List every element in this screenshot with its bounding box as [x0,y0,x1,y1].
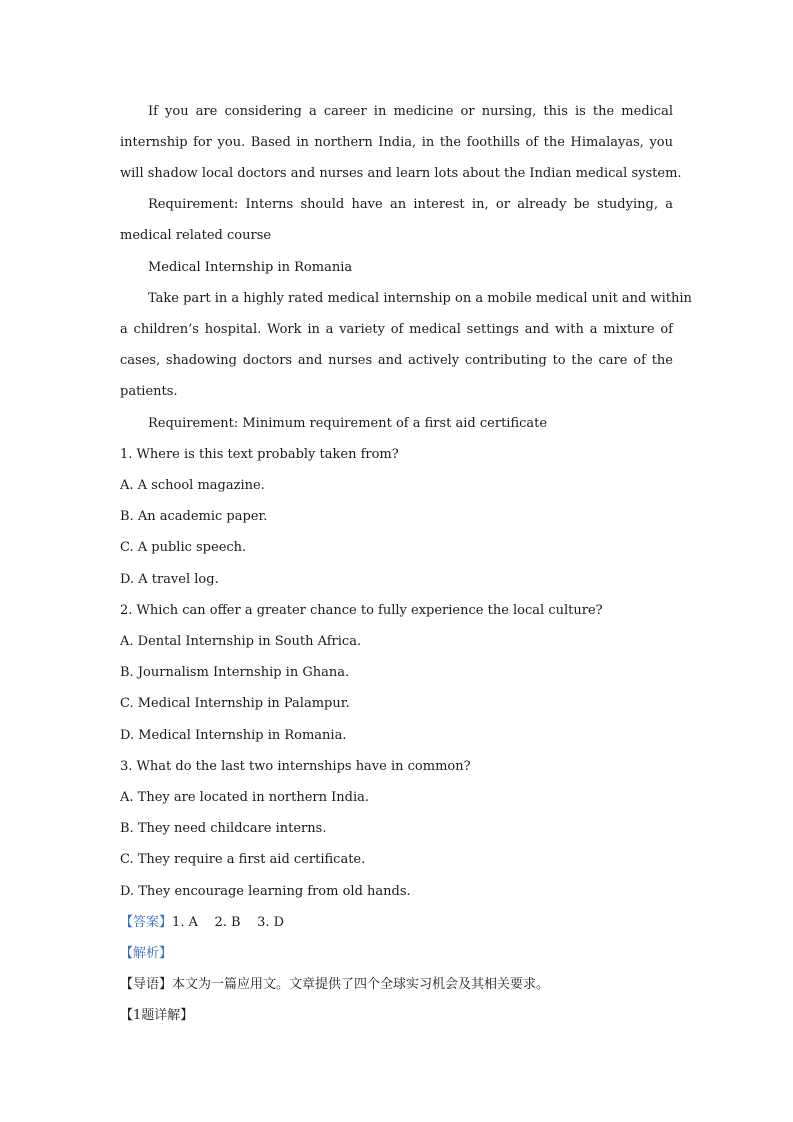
paragraph-line: will shadow local doctors and nurses and learn lots about the Indian medical system. [120,166,682,181]
question-option: A. Dental Internship in South Africa. [120,634,362,649]
paragraph-line: cases, shadowing doctors and nurses and actively contributing to the care of the [120,353,673,368]
question-option: C. A public speech. [120,540,247,555]
paragraph-line: Take part in a highly rated medical internship on a mobile medical unit and within [148,291,692,306]
requirement-line: Requirement: Minimum requirement of a first aid certificate [148,416,548,431]
analysis-label: 【解析】 [120,946,173,961]
paragraph-line: internship for you. Based in northern India, in the foothills of the Himalayas, you [120,135,673,150]
question-option: B. They need childcare interns. [120,821,327,836]
question-stem: 3. What do the last two internships have in common? [120,759,471,774]
guide-text: 本文为一篇应用文。文章提供了四个全球实习机会及其相关要求。 [172,977,550,992]
paragraph-line: If you are considering a career in medicine or nursing, this is the medical [148,104,673,119]
detail-heading: 【1题详解】 [120,1008,194,1023]
answer-line [120,913,673,933]
requirement-line: medical related course [120,228,272,243]
section-title: Medical Internship in Romania [148,260,353,275]
question-option: D. A travel log. [120,572,219,587]
question-option: D. Medical Internship in Romania. [120,728,347,743]
analysis-line [120,944,673,964]
answer-label: 【答案】 [120,915,173,930]
question-option: B. An academic paper. [120,509,268,524]
question-option: A. A school magazine. [120,478,265,493]
question-option: C. They require a first aid certificate. [120,852,366,867]
question-option: B. Journalism Internship in Ghana. [120,665,350,680]
question-option: C. Medical Internship in Palampur. [120,696,350,711]
guide-label: 【导语】 [120,977,173,992]
question-option: D. They encourage learning from old hands. [120,884,411,899]
answer-text: 1. A 2. B 3. D [172,915,285,930]
paragraph-line: a children’s hospital. Work in a variety of medical settings and with a mixture of [120,322,673,337]
guide-line [120,975,673,995]
question-stem: 1. Where is this text probably taken from? [120,447,399,462]
question-stem: 2. Which can offer a greater chance to fully experience the local culture? [120,603,603,618]
paragraph-line: patients. [120,384,178,399]
requirement-line: Requirement: Interns should have an interest in, or already be studying, a [148,197,673,212]
question-option: A. They are located in northern India. [120,790,369,805]
